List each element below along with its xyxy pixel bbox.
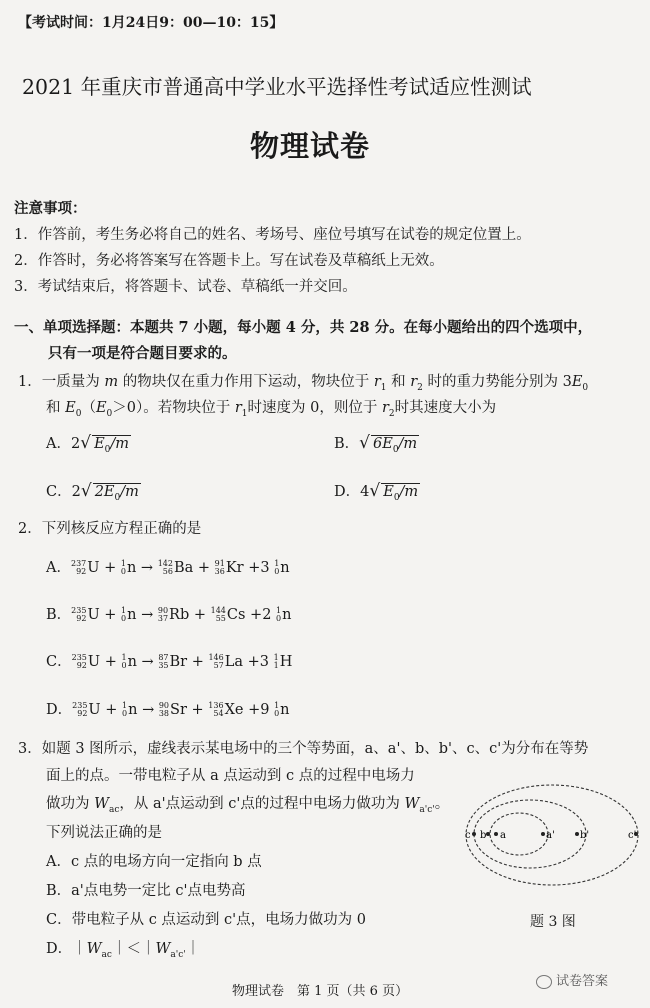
question-3-line1: 3．如题 3 图所示，虚线表示某电场中的三个等势面，a、a'、b、b'、c、c'为分布在等势 bbox=[18, 741, 589, 757]
section-heading: 一、单项选择题：本题共 7 小题，每小题 4 分，共 28 分。在每小题给出的四个选项中， bbox=[14, 319, 593, 336]
question-3-line2: 面上的点。一带电粒子从 a 点运动到 c 点的过程中电场力 bbox=[46, 768, 415, 784]
nuclide-numbers: 1 1 bbox=[273, 653, 279, 670]
q3-option-b: B．a'点电势一定比 c'点电势高 bbox=[46, 883, 246, 899]
nuclide-numbers: 87 35 bbox=[158, 653, 169, 670]
nuclide-numbers: 1 0 bbox=[274, 559, 280, 576]
equipotential-inner bbox=[490, 813, 548, 855]
label-b: b bbox=[480, 830, 487, 841]
nuclide-numbers: 235 92 bbox=[72, 701, 88, 718]
nuclide-numbers: 1 0 bbox=[121, 606, 127, 623]
equipotential-middle bbox=[474, 800, 586, 868]
exam-time: 【考试时间：1月24日9：00—10：15】 bbox=[18, 15, 284, 31]
q1-option-d: D．4√ $E_0/m$ bbox=[334, 481, 419, 503]
section-heading-cont: 只有一项是符合题目要求的。 bbox=[48, 345, 237, 362]
nuclide-numbers: 90 37 bbox=[157, 606, 169, 623]
point-b-prime bbox=[575, 832, 579, 836]
q2-option: D． 235 92 U + 1 0 n → 90 38 Sr + 136 54 Xe +9 1 0 n bbox=[46, 701, 290, 718]
nuclide-numbers: 1 0 bbox=[121, 653, 127, 670]
nuclide-numbers: 1 0 bbox=[276, 606, 282, 623]
nuclide-numbers: 1 0 bbox=[274, 701, 280, 718]
nuclide-numbers: 146 57 bbox=[208, 653, 224, 670]
q1-option-b: B．√ $6E_0/m$ bbox=[334, 433, 418, 455]
point-a bbox=[494, 832, 498, 836]
page-footer: 物理试卷 第 1 页（共 6 页） bbox=[232, 984, 409, 999]
point-c bbox=[472, 832, 476, 836]
question-3-line4: 下列说法正确的是 bbox=[46, 825, 162, 841]
nuclide-numbers: 136 54 bbox=[208, 701, 224, 718]
notice-item: 3．考试结束后，将答题卡、试卷、草稿纸一并交回。 bbox=[14, 279, 357, 295]
equipotential-figure bbox=[460, 778, 645, 896]
nuclide-numbers: 142 56 bbox=[157, 559, 173, 576]
point-b bbox=[486, 832, 490, 836]
watermark: 试卷答案 bbox=[536, 970, 608, 989]
question-2: 2．下列核反应方程正确的是 bbox=[18, 521, 202, 537]
nuclide-numbers: 235 92 bbox=[71, 606, 87, 623]
notice-heading: 注意事项： bbox=[14, 200, 87, 217]
q2-option: B． 235 92 U + 1 0 n → 90 37 Rb + 144 55 Cs +2 1 0 n bbox=[46, 606, 292, 623]
notice-item: 1．作答前，考生务必将自己的姓名、考场号、座位号填写在试卷的规定位置上。 bbox=[14, 227, 531, 243]
q1-option-a: A．2√ $E_0/m$ bbox=[46, 433, 130, 455]
nuclide-numbers: 235 92 bbox=[71, 653, 87, 670]
point-a-prime bbox=[541, 832, 545, 836]
question-3-line3: 做功为 $W_{ac}$，从 a'点运动到 c'点的过程中电场力做功为 $W_{a'c'}$。 bbox=[46, 796, 450, 815]
label-a-prime: a' bbox=[546, 830, 555, 841]
nuclide-numbers: 1 0 bbox=[120, 559, 126, 576]
label-b-prime: b' bbox=[580, 830, 590, 841]
subject-title: 物理试卷 bbox=[250, 129, 371, 163]
figure-caption: 题 3 图 bbox=[530, 914, 576, 930]
nuclide-numbers: 90 38 bbox=[158, 701, 170, 718]
nuclide-numbers: 144 55 bbox=[210, 606, 226, 623]
q2-option: C． 235 92 U + 1 0 n → 87 35 Br + 146 57 La +3 1 1 H bbox=[46, 653, 293, 670]
label-c: c bbox=[465, 830, 471, 841]
nuclide-numbers: 91 36 bbox=[214, 559, 225, 576]
exam-title: 2021 年重庆市普通高中学业水平选择性考试适应性测试 bbox=[22, 75, 532, 99]
q3-option-a: A．c 点的电场方向一定指向 b 点 bbox=[46, 854, 262, 870]
wechat-icon bbox=[536, 975, 552, 989]
nuclide-numbers: 1 0 bbox=[122, 701, 128, 718]
nuclide-numbers: 237 92 bbox=[70, 559, 87, 576]
q2-option: A． 237 92 U + 1 0 n → 142 56 Ba + 91 36 Kr +3 1 0 n bbox=[46, 559, 290, 576]
question-1-line2: 和 $E_0(E_0>0)$。若物块位于 $r_1$时速度为 0，则位于 $r_2$时其速度大小为 bbox=[46, 400, 497, 419]
label-c-prime: c' bbox=[628, 830, 637, 841]
notice-item: 2．作答时，务必将答案写在答题卡上。写在试卷及草稿纸上无效。 bbox=[14, 253, 444, 269]
label-a: a bbox=[500, 830, 506, 841]
question-1-line1: 1．一质量为 m 的物块仅在重力作用下运动，物块位于 $r_1$ 和 $r_2$ 时的重力势能分别为 $3E_0$ bbox=[18, 374, 589, 393]
q3-option-c: C．带电粒子从 c 点运动到 c'点，电场力做功为 0 bbox=[46, 912, 366, 928]
q1-option-c: C．2√ $2E_0/m$ bbox=[46, 481, 139, 503]
q3-option-d: D．$|W_{ac}|<|W_{a'c'}|$ bbox=[46, 941, 201, 960]
